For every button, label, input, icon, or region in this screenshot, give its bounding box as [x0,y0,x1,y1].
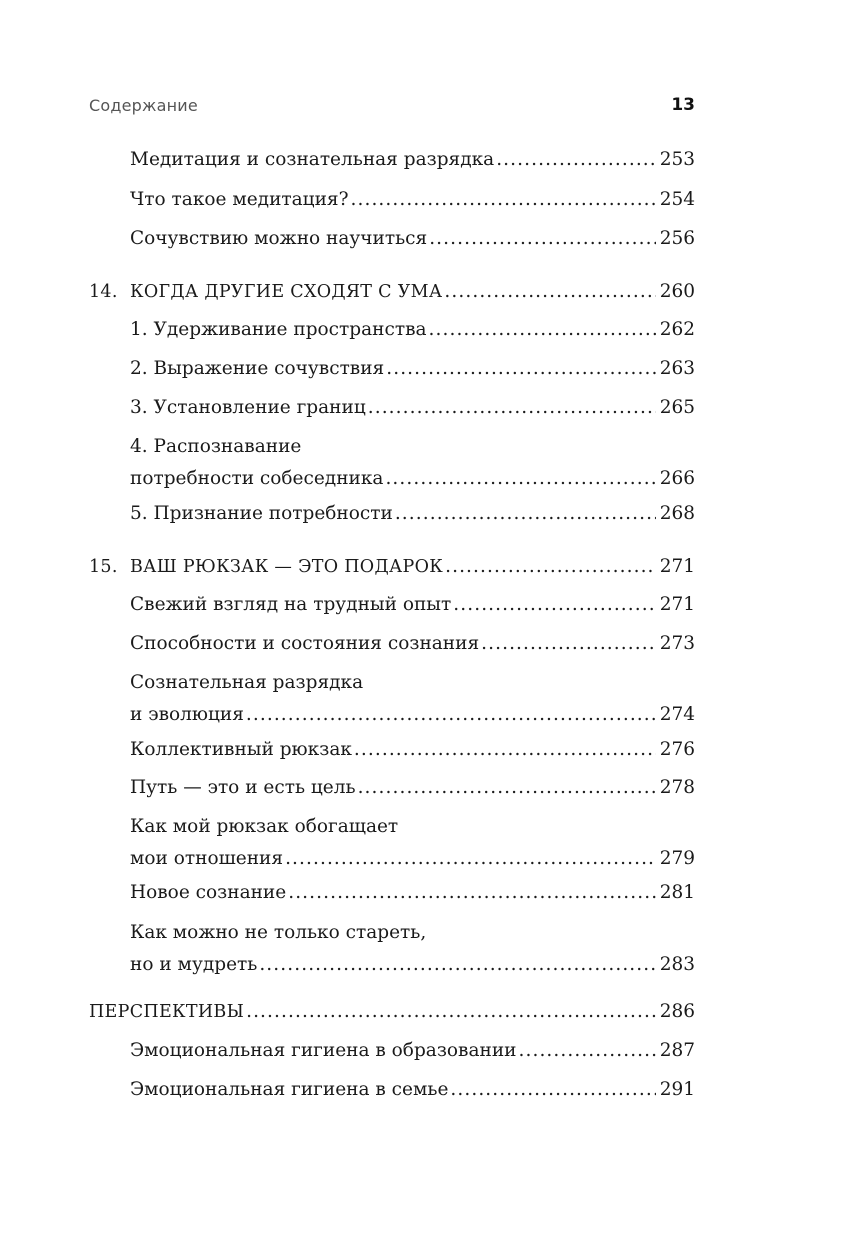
toc-entry-title: Эмоциональная гигиена в образовании [130,1040,517,1061]
toc-entry-title-line2: но и мудреть [130,954,258,975]
toc-entry[interactable] [130,225,695,253]
leader-dots [349,186,656,214]
leader-dots [244,998,656,1026]
toc-entry-title: 5. Признание потребности [130,503,393,524]
toc-entry[interactable] [130,316,695,344]
toc-entry[interactable] [130,1037,695,1065]
toc-entry-page: 268 [659,503,695,524]
toc-entry-title-line1: 4. Распознавание [130,436,302,457]
toc-entry-title: Новое сознание [130,882,287,903]
leader-dots [283,845,656,873]
chapter-title: КОГДА ДРУГИЕ СХОДЯТ С УМА [130,282,443,302]
toc-entry[interactable] [130,355,695,383]
leader-dots [286,879,655,907]
leader-dots [356,774,656,802]
toc-entry[interactable] [130,1076,695,1104]
leader-dots [517,1037,656,1065]
chapter-title: ВАШ РЮКЗАК — ЭТО ПОДАРОК [130,557,444,577]
toc-entry-title: 3. Установление границ [130,397,366,418]
section-title: ПЕРСПЕКТИВЫ [89,1002,245,1022]
toc-entry[interactable] [130,186,695,214]
leader-dots [366,394,656,422]
toc-entry[interactable] [130,813,695,873]
toc-section-perspectives[interactable] [89,998,695,1026]
toc-entry-title: Путь — это и есть цель [130,777,356,798]
section-page: 286 [659,1001,695,1022]
toc-entry-title-line2: потребности собеседника [130,468,384,489]
toc-entry-title-line2: мои отношения [130,848,284,869]
leader-dots [443,553,656,581]
toc-entry-page: 281 [659,882,695,903]
toc-entry-page: 273 [659,633,695,654]
toc-entry[interactable] [130,774,695,802]
toc-entry[interactable] [130,736,695,764]
toc-entry[interactable] [130,433,695,493]
leader-dots [451,591,655,619]
toc-entry-title-line1: Как можно не только стареть, [130,922,427,943]
toc-entry-page: 271 [659,594,695,615]
toc-entry-title: Свежий взгляд на трудный опыт [130,594,452,615]
toc-entry[interactable] [130,394,695,422]
toc-entry[interactable] [130,630,695,658]
toc-entry-page: 291 [659,1079,695,1100]
toc-entry-page: 263 [659,358,695,379]
toc-entry[interactable] [130,919,695,979]
chapter-number: 15. [89,557,118,577]
toc-entry-page: 253 [659,149,695,170]
toc-entry-page: 265 [659,397,695,418]
leader-dots [384,355,655,383]
toc-entry-title: Коллективный рюкзак [130,739,352,760]
toc-entry-title: 2. Выражение сочувствия [130,358,385,379]
leader-dots [257,951,655,979]
toc-entry-page: 262 [659,319,695,340]
leader-dots [383,465,655,493]
toc-entry-page: 266 [659,468,695,489]
toc-entry-title: Медитация и сознательная разрядка [130,149,495,170]
chapter-page: 271 [659,556,695,577]
toc-entry-title: 1. Удерживание пространства [130,319,427,340]
chapter-page: 260 [659,281,695,302]
toc-entry-page: 254 [659,189,695,210]
toc-entry-page: 287 [659,1040,695,1061]
leader-dots [427,225,655,253]
toc-entry[interactable] [130,500,695,528]
toc-entry-page: 283 [659,954,695,975]
page-number: 13 [671,95,695,115]
leader-dots [494,146,655,174]
leader-dots [244,701,656,729]
toc-entry-page: 256 [659,228,695,249]
toc-entry-title-line2: и эволюция [130,704,244,725]
leader-dots [393,500,656,528]
toc-entry-title: Сочувствию можно научиться [130,228,428,249]
toc-entry[interactable] [130,146,695,174]
toc-entry-title: Способности и состояния сознания [130,633,480,654]
running-title: Содержание [89,96,198,115]
toc-entry-title: Эмоциональная гигиена в семье [130,1079,449,1100]
toc-entry-title-line1: Как мой рюкзак обогащает [130,816,399,837]
toc-entry-page: 274 [659,704,695,725]
leader-dots [352,736,656,764]
running-header [89,96,695,120]
toc-entry-page: 279 [659,848,695,869]
leader-dots [448,1076,655,1104]
toc-entry-title: Что такое медитация? [130,189,349,210]
toc-entry[interactable] [130,669,695,729]
toc-entry[interactable] [130,879,695,907]
chapter-number: 14. [89,282,118,302]
toc-entry-title-line1: Сознательная разрядка [130,672,364,693]
toc-entry-page: 278 [659,777,695,798]
toc-entry-page: 276 [659,739,695,760]
toc-chapter-15[interactable] [89,553,695,581]
toc-chapter-14[interactable] [89,278,695,306]
leader-dots [442,278,655,306]
toc-entry[interactable] [130,591,695,619]
leader-dots [427,316,656,344]
leader-dots [479,630,656,658]
